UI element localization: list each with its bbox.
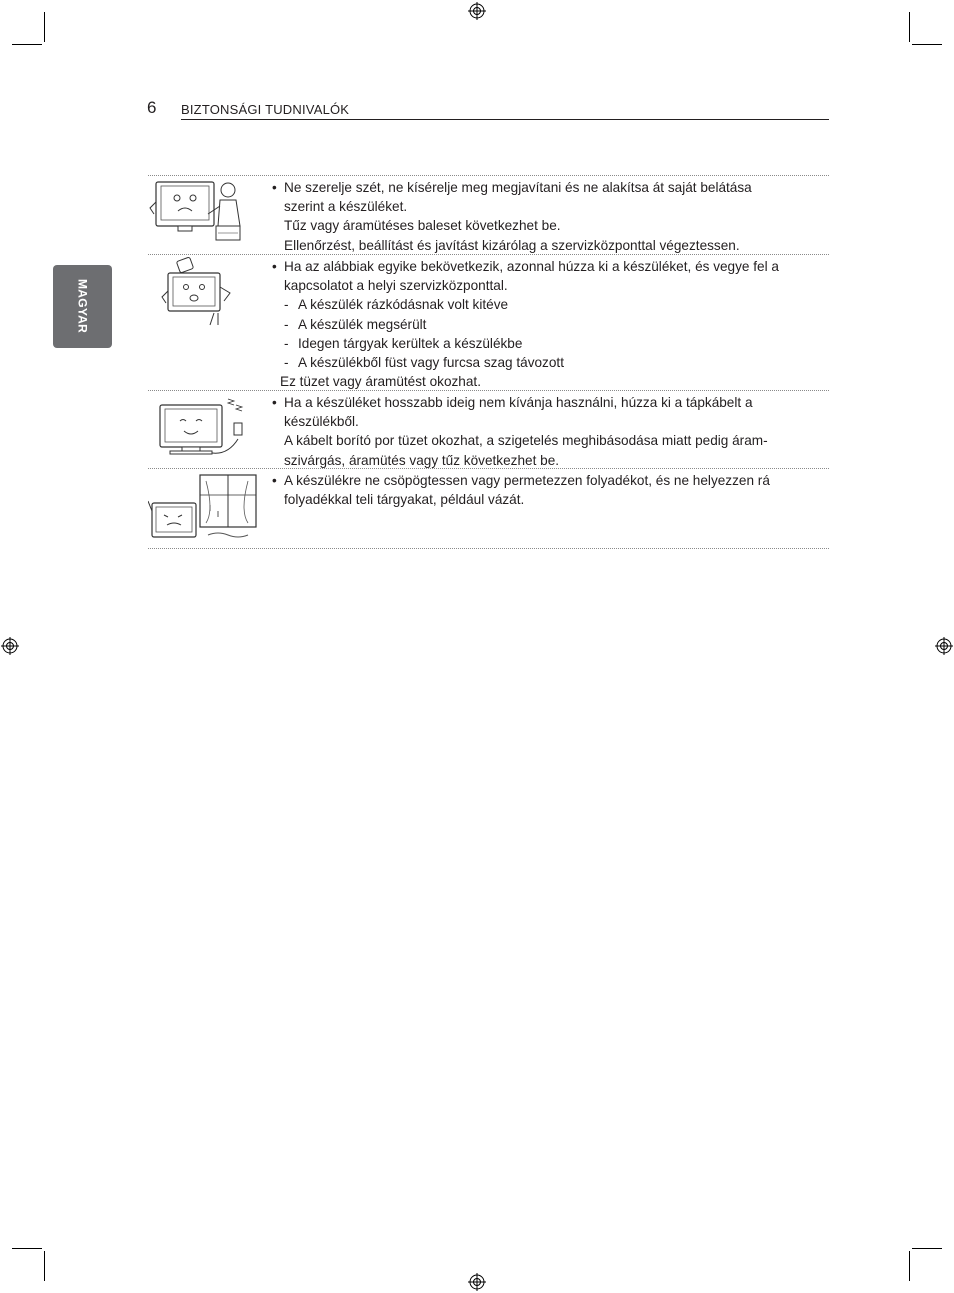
bullet-text: Ha a készüléket hosszabb ideig nem kívánja használni, húzza ki a tápkábelt a [284, 395, 753, 410]
safety-text [272, 255, 829, 391]
text-line: szerint a készüléket. [284, 199, 408, 215]
crop-mark [909, 1251, 910, 1281]
sub-item: - Idegen tárgyak kerültek a készülékbe [272, 334, 829, 353]
text-line: folyadékkal teli tárgyakat, például vázát. [284, 492, 525, 508]
registration-mark-icon [468, 1273, 486, 1291]
language-tab-label: MAGYAR [75, 279, 90, 334]
bullet-icon: • [272, 473, 277, 488]
dash-icon: - [284, 335, 289, 351]
dash-icon: - [284, 355, 289, 371]
bullet-icon: • [272, 180, 277, 195]
sub-item: - A készülék rázkódásnak volt kitéve [272, 295, 829, 314]
page-number: 6 [147, 98, 157, 117]
crop-mark [12, 44, 42, 45]
bullet-icon: • [272, 259, 277, 274]
dash-icon: - [284, 316, 289, 332]
tv-repair-illustration [148, 178, 260, 248]
tv-unplug-illustration [148, 393, 260, 463]
text-line: készülékből. [284, 414, 359, 430]
crop-mark [912, 1248, 942, 1249]
crop-mark [12, 1248, 42, 1249]
text-line: szivárgás, áramütés vagy tűz következhet be. [284, 452, 560, 468]
safety-row [148, 175, 829, 254]
text-line: A kábelt borító por tüzet okozhat, a szigetelés meghibásodása miatt pedig áram- [284, 433, 768, 449]
safety-row [148, 468, 829, 549]
tv-liquid-illustration [148, 471, 260, 545]
registration-mark-icon [935, 637, 953, 655]
bullet-text: Ha az alábbiak egyike bekövetkezik, azonnal húzza ki a készüléket, és vegye fel a [284, 259, 779, 274]
safety-row [148, 390, 829, 468]
crop-mark [912, 44, 942, 45]
sub-item: - A készülékből füst vagy furcsa szag távozott [272, 353, 829, 372]
section-title: BIZTONSÁGI TUDNIVALÓK [181, 102, 350, 117]
crop-mark [44, 1251, 45, 1281]
text-line: kapcsolatot a helyi szervizközponttal. [284, 278, 508, 294]
language-tab [53, 265, 112, 348]
crop-mark [44, 12, 45, 42]
registration-mark-icon [1, 637, 19, 655]
safety-text [272, 176, 829, 255]
crop-mark [909, 12, 910, 42]
safety-text [272, 391, 829, 470]
text-line: Tűz vagy áramütéses baleset következhet be. [284, 218, 561, 234]
registration-mark-icon [468, 2, 486, 20]
text-line: Ellenőrzést, beállítást és javítást kizárólag a szervizközponttal végeztessen. [284, 237, 740, 253]
tv-damaged-illustration [148, 257, 260, 327]
bullet-icon: • [272, 395, 277, 410]
note-text: Ez tüzet vagy áramütést okozhat. [280, 374, 481, 390]
bullet-text: A készülékre ne csöpögtessen vagy permetezzen folyadékot, és ne helyezzen rá [284, 473, 770, 488]
bullet-text: Ne szerelje szét, ne kísérelje meg megjavítani és ne alakítsa át saját belátása [284, 180, 752, 195]
header-divider [181, 119, 829, 120]
dash-icon: - [284, 297, 289, 313]
sub-item: - A készülék megsérült [272, 315, 829, 334]
safety-table [148, 175, 829, 549]
safety-row [148, 254, 829, 390]
safety-text [272, 469, 829, 509]
